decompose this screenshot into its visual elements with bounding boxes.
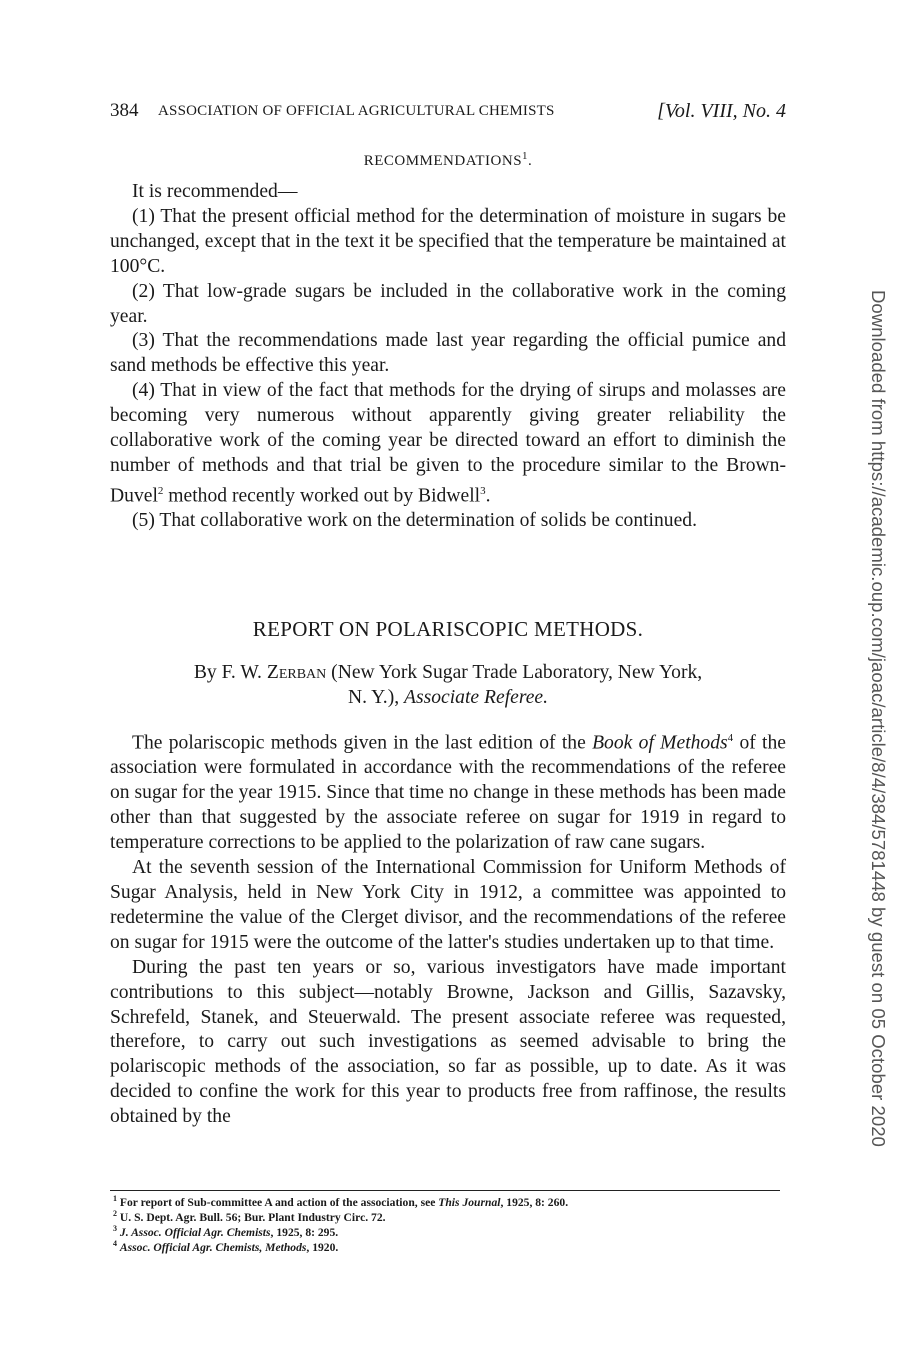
paragraph-text-cont: of the association were formulated in accordance with the recommendations of the referee on sugar for the year 1915. Since that time no change in these methods has been made other than that suggested by the associate referee on sugar for 1919 in regard to temperature corrections to be applied to the polarization of raw cane sugars. <box>110 732 786 854</box>
footnote <box>113 1193 786 1208</box>
byline-prefix: By F. W. <box>193 662 267 683</box>
footnote-ref-2: 2 <box>157 484 164 497</box>
footnote-text-end: , 1925, 8: 295. <box>270 1225 339 1239</box>
footnote <box>113 1238 786 1253</box>
footnote-italic: This Journal <box>438 1195 501 1209</box>
recommendation-item: (3) That the recommendations made last year regarding the official pumice and sand methods be effective this year. <box>110 330 786 377</box>
footnote-number: 3 <box>113 1223 117 1233</box>
footnote-number: 2 <box>113 1208 117 1218</box>
footnote-ref-4: 4 <box>727 732 734 744</box>
recommendations-heading: RECOMMENDATIONS$^1$. <box>363 150 533 169</box>
footnote-italic: Assoc. Official Agr. Chemists, Methods <box>119 1240 307 1254</box>
author-name: Zerban <box>266 662 327 683</box>
affiliation: (New York Sugar Trade Laboratory, New York, <box>326 662 703 683</box>
footnote-number: 4 <box>113 1238 117 1248</box>
byline <box>110 660 786 710</box>
recommendation-4-text-cont: method recently worked out by Bidwell <box>163 485 481 507</box>
volume-label: [Vol. VIII, No. 4 <box>657 100 786 122</box>
report-body <box>110 726 786 1130</box>
footnote-ref-3: 3 <box>480 484 486 497</box>
recommendation-item <box>110 379 786 509</box>
watermark-text: Downloaded from https://academic.oup.com/jaoac/article/8/4/384/5781448 by guest on 05 October 2020 <box>868 290 889 1147</box>
recommendations-list <box>110 180 786 534</box>
footnote-ref-1: 1 <box>522 150 529 162</box>
book-title: Book of Methods <box>592 732 728 754</box>
recommendation-item: (1) That the present official method for the determination of moisture in sugars be unchanged, except that in the text it be specified that the temperature be maintained at 100°C. <box>110 205 786 277</box>
recommendations-intro: It is recommended— <box>132 181 298 202</box>
footnote-italic: J. Assoc. Official Agr. Chemists <box>119 1225 271 1239</box>
body-paragraph: At the seventh session of the International Commission for Uniform Methods of Sugar Analysis, held in New York City in 1912, a committee was appointed to redetermine the value of the Clerget divisor, and the recommendations of the referee on sugar for 1915 were the outcome of the latter's studies undertaken up to that time. <box>110 857 786 953</box>
affiliation-cont: N. Y.), <box>347 687 405 708</box>
footnote-text: U. S. Dept. Agr. Bull. 56; Bur. Plant Industry Circ. 72. <box>119 1210 386 1224</box>
recommendations-title: RECOMMENDATIONS <box>363 153 523 169</box>
footnotes <box>110 1193 786 1252</box>
footnote-text-end: , 1920. <box>306 1240 339 1254</box>
footnote-text: For report of Sub-committee A and action of the association, see <box>119 1195 439 1209</box>
paragraph-text: The polariscopic methods given in the last edition of the <box>132 732 593 754</box>
recommendation-4-text: (4) That in view of the fact that methods for the drying of sirups and molasses are becoming very numerous without apparently giving greater reliability the collaborative work of the coming year be directed toward an effort to diminish the number of methods and that trial be given to the procedure similar to the Brown-Duvel <box>110 380 786 507</box>
footnote-rule <box>110 1190 780 1191</box>
report-title: REPORT ON POLARISCOPIC METHODS. <box>252 617 644 641</box>
recommendation-item: (2) That low-grade sugars be included in the collaborative work in the coming year. <box>110 280 786 327</box>
download-watermark <box>865 290 889 1147</box>
recommendation-4-end: . <box>485 485 491 507</box>
footnote-text-end: , 1925, 8: 260. <box>500 1195 569 1209</box>
body-paragraph <box>110 726 786 856</box>
page-number: 384 <box>110 100 139 121</box>
body-paragraph: During the past ten years or so, various investigators have made important contributions to this subject—notably Browne, Jackson and Gillis, Sazavsky, Schrefeld, Stanek, and Steuerwald. The present associate referee was requested, therefore, to carry out such investigations as seemed advisable to bring the polariscopic methods of the association, so far as possible, up to date. As it was decided to confine the work for this year to products free from raffinose, the results obtained by the <box>110 956 786 1128</box>
footnote-number: 1 <box>113 1194 117 1203</box>
journal-title: ASSOCIATION OF OFFICIAL AGRICULTURAL CHEMISTS <box>158 103 555 119</box>
footnote <box>113 1223 786 1238</box>
recommendation-item: (5) That collaborative work on the determination of solids be continued. <box>132 510 697 532</box>
footnote <box>113 1208 786 1223</box>
running-header <box>110 100 786 126</box>
author-role: Associate Referee. <box>404 687 549 708</box>
